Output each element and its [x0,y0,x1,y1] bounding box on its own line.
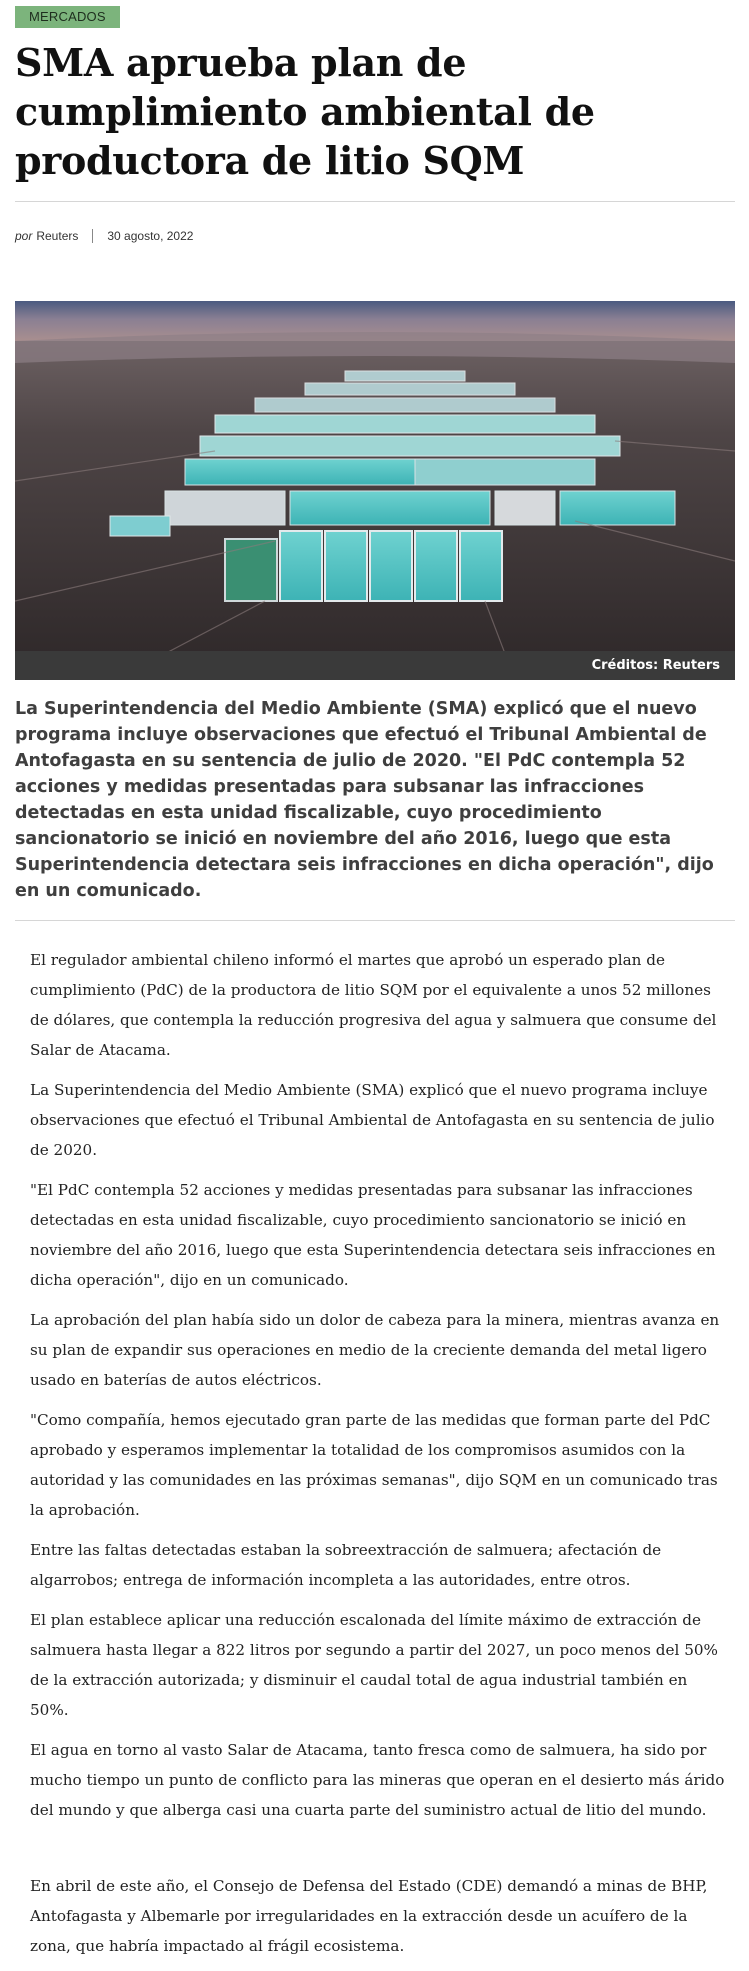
body-paragraph: "El PdC contempla 52 acciones y medidas presentadas para subsanar las infracciones detectadas en esta unidad fiscalizable, cuyo procedimiento sancionatorio se inició en noviembre del año 2016, luego que esta Superintendencia detectara seis infracciones en dicha operación", dijo en un comunicado. [30,1181,716,1289]
salar-aerial-photo [15,301,735,680]
body-paragraph: "Como compañía, hemos ejecutado gran parte de las medidas que forman parte del PdC aprobado y esperamos implementar la totalidad de los compromisos asumidos con la autoridad y las comunidades en las próximas semanas", dijo SQM en un comunicado tras la aprobación. [30,1411,718,1519]
byline [15,228,735,244]
author-link[interactable]: Reuters [36,229,79,243]
article-title: SMA aprueba plan de cumplimiento ambiental de productora de litio SQM [15,40,595,183]
article [15,0,735,1971]
body-paragraph: La aprobación del plan había sido un dolor de cabeza para la minera, mientras avanza en su plan de expandir sus operaciones en medio de la creciente demanda del metal ligero usado en baterías de autos eléctricos. [30,1311,720,1389]
publish-date: 30 agosto, 2022 [107,229,194,243]
article-lead: La Superintendencia del Medio Ambiente (SMA) explicó que el nuevo programa incluye observaciones que efectuó el Tribunal Ambiental de Antofagasta en su sentencia de julio de 2020. "El PdC contempla 52 acciones y medidas presentadas para subsanar las infracciones detectadas en esta unidad fiscalizable, cuyo procedimiento sancionatorio se inició en noviembre del año 2016, luego que esta Superintendencia detectara seis infracciones en dicha operación", dijo en un comunicado. [15,699,714,901]
article-body [15,945,735,1961]
body-paragraph: Entre las faltas detectadas estaban la sobreextracción de salmuera; afectación de algarrobos; entrega de información incompleta a las autoridades, entre otros. [30,1541,662,1589]
byline-prefix: por [15,229,33,243]
category-tag[interactable]: MERCADOS [15,6,120,28]
article-photo [15,301,735,680]
body-paragraph: En abril de este año, el Consejo de Defensa del Estado (CDE) demandó a minas de BHP, Antofagasta y Albemarle por irregularidades en la extracción desde un acuífero de la zona, que habría impactado al frágil ecosistema. [30,1877,708,1955]
image-credit: Créditos: Reuters [15,651,735,680]
title-divider [15,201,735,202]
body-paragraph: La Superintendencia del Medio Ambiente (SMA) explicó que el nuevo programa incluye observaciones que efectuó el Tribunal Ambiental de Antofagasta en su sentencia de julio de 2020. [30,1081,715,1159]
body-paragraph: El agua en torno al vasto Salar de Atacama, tanto fresca como de salmuera, ha sido por mucho tiempo un punto de conflicto para las mineras que operan en el desierto más árido del mundo y que alberga casi una cuarta parte del suministro actual de litio del mundo. [30,1741,725,1819]
body-paragraph: El regulador ambiental chileno informó el martes que aprobó un esperado plan de cumplimiento (PdC) de la productora de litio SQM por el equivalente a unos 52 millones de dólares, que contempla la reducción progresiva del agua y salmuera que consume del Salar de Atacama. [30,951,717,1059]
byline-separator [92,229,93,243]
lead-divider [15,920,735,921]
body-paragraph: El plan establece aplicar una reducción escalonada del límite máximo de extracción de salmuera hasta llegar a 822 litros por segundo a partir del 2027, un poco menos del 50% de la extracción autorizada; y disminuir el caudal total de agua industrial también en 50%. [30,1611,718,1719]
